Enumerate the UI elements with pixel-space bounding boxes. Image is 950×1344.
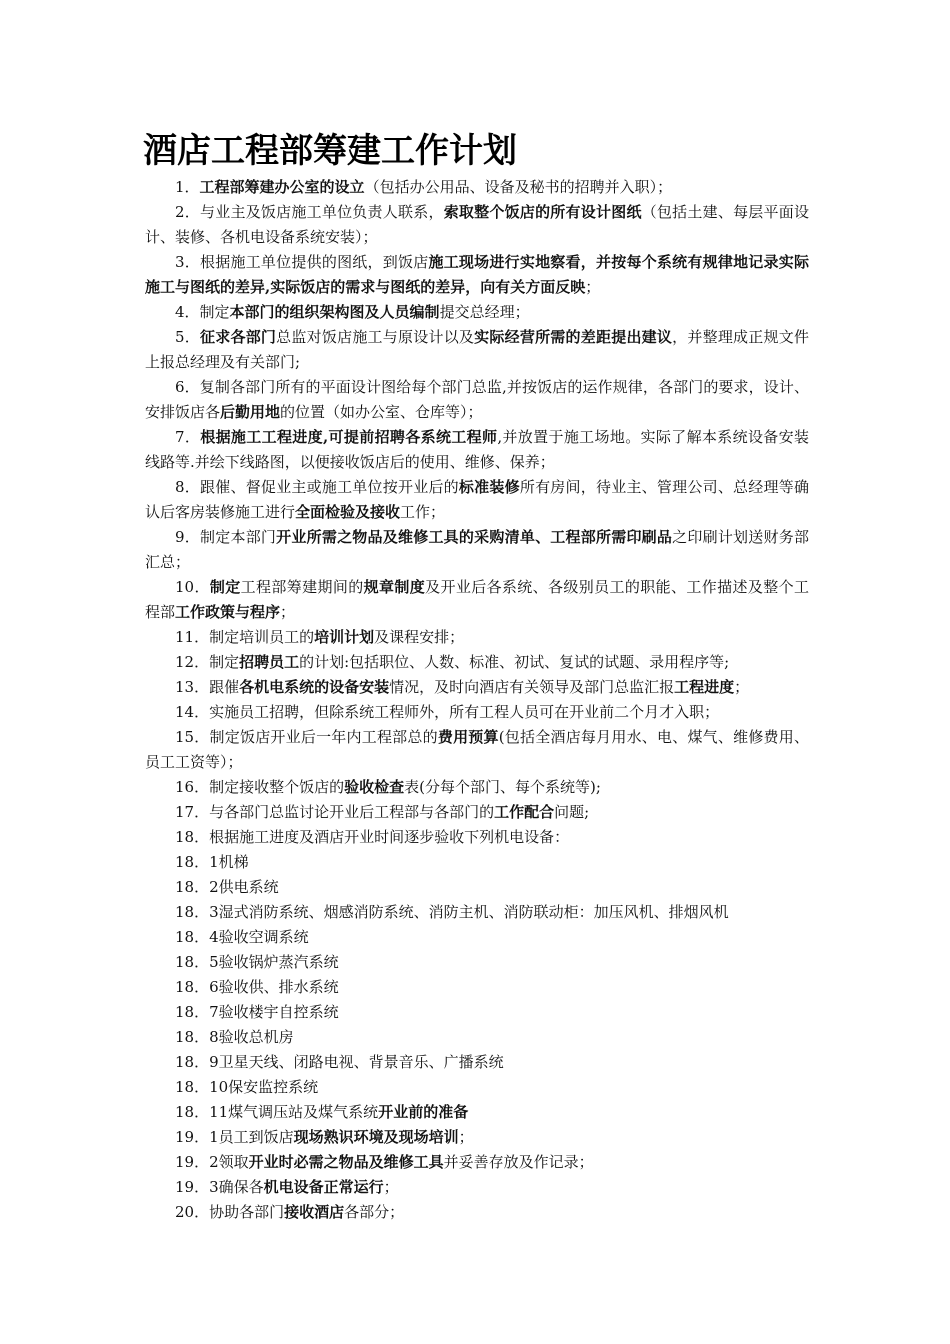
text-run: 2．与业主及饭店施工单位负责人联系， <box>175 203 444 221</box>
text-run: 19．2领取 <box>175 1153 249 1171</box>
bold-text-run: 接收酒店 <box>284 1203 345 1221</box>
bold-text-run: 各机电系统的设备安装 <box>239 678 390 696</box>
text-run: 18．8验收总机房 <box>175 1028 294 1046</box>
text-run: 8．跟催、督促业主或施工单位按开业后的 <box>175 478 459 496</box>
bold-text-run: 机电设备正常运行 <box>263 1178 384 1196</box>
paragraph <box>145 900 809 925</box>
paragraph <box>145 1175 809 1200</box>
paragraph <box>145 575 809 625</box>
text-run: 各部分； <box>344 1203 405 1221</box>
text-run: 的位置（如办公室、仓库等）； <box>280 403 483 421</box>
text-run: 18．4验收空调系统 <box>175 928 309 946</box>
paragraph <box>145 1200 809 1225</box>
bold-text-run: 标准装修 <box>458 478 520 496</box>
paragraph <box>145 675 809 700</box>
paragraph <box>145 975 809 1000</box>
text-run: ； <box>585 278 601 296</box>
text-run: 所有房间，待业主、管理公司、总经理等确认后客房装修施工进行 <box>145 478 809 521</box>
bold-text-run: 招聘员工 <box>239 653 300 671</box>
bold-text-run: 开业所需之物品及维修工具的采购清单、工程部所需印刷品 <box>276 528 673 546</box>
paragraph <box>145 925 809 950</box>
text-run: 12．制定 <box>175 653 240 671</box>
text-run: 18．11煤气调压站及煤气系统 <box>175 1103 379 1121</box>
bold-text-run: 施工现场进行实地察看，并按每个系统有规律地记录实际施工与图纸的差异,实际饭店的需求与图纸的差异，向有关方面反映 <box>145 253 809 296</box>
bold-text-run: 费用预算 <box>437 728 499 746</box>
bold-text-run: 工作配合 <box>494 803 555 821</box>
text-run: 18．5验收锅炉蒸汽系统 <box>175 953 339 971</box>
text-run: 10． <box>175 578 210 596</box>
paragraph <box>145 1075 809 1100</box>
text-run: 7． <box>175 428 201 446</box>
text-run: ，并整理成正规文件上报总经理及有关部门; <box>145 328 809 371</box>
text-run: 9．制定本部门 <box>175 528 277 546</box>
text-run: 提交总经理； <box>439 303 530 321</box>
paragraph <box>145 325 809 375</box>
paragraph <box>145 525 809 575</box>
text-run: 14．实施员工招聘，但除系统工程师外，所有工程人员可在开业前二个月才入职； <box>175 703 720 721</box>
paragraph <box>145 1000 809 1025</box>
paragraph <box>145 200 809 250</box>
bold-text-run: 验收检查 <box>344 778 405 796</box>
text-run: 18．根据施工进度及酒店开业时间逐步验收下列机电设备： <box>175 828 570 846</box>
text-run: 20．协助各部门 <box>175 1203 285 1221</box>
text-run: 3．根据施工单位提供的图纸，到饭店 <box>175 253 429 271</box>
paragraph <box>145 1050 809 1075</box>
bold-text-run: 开业前的准备 <box>378 1103 469 1121</box>
paragraph <box>145 475 809 525</box>
bold-text-run: 现场熟识环境及现场培训 <box>293 1128 459 1146</box>
text-run: 工作； <box>400 503 446 521</box>
text-run: 5． <box>175 328 201 346</box>
document-body <box>145 128 809 1225</box>
text-run: 19．1员工到饭店 <box>175 1128 294 1146</box>
paragraph <box>145 825 809 850</box>
text-run: 17．与各部门总监讨论开业后工程部与各部门的 <box>175 803 495 821</box>
text-run: （包括土建、每层平面设计、装修、各机电设备系统安装）； <box>145 203 809 246</box>
text-run: 及课程安排； <box>374 628 465 646</box>
text-run: 15．制定饭店开业后一年内工程部总的 <box>175 728 438 746</box>
paragraph <box>145 875 809 900</box>
text-run: 之印刷计划送财务部汇总； <box>145 528 809 571</box>
text-run: 18．1机梯 <box>175 853 249 871</box>
text-run: 18．7验收楼宇自控系统 <box>175 1003 339 1021</box>
paragraph <box>145 625 809 650</box>
text-run: 18．2供电系统 <box>175 878 279 896</box>
text-run: 问题; <box>554 803 590 821</box>
text-run: 18．10保安监控系统 <box>175 1078 319 1096</box>
bold-text-run: 工程部筹建办公室的设立 <box>199 178 365 196</box>
text-run: 18．9卫星天线、闭路电视、背景音乐、广播系统 <box>175 1053 504 1071</box>
bold-text-run: 规章制度 <box>363 578 426 596</box>
text-run: ； <box>280 603 296 621</box>
text-run: 18．6验收供、排水系统 <box>175 978 339 996</box>
text-run: ； <box>734 678 750 696</box>
paragraph <box>145 1100 809 1125</box>
text-run: (包括全酒店每月用水、电、煤气、维修费用、员工工资等）； <box>145 728 809 771</box>
text-run: 13．跟催 <box>175 678 240 696</box>
bold-text-run: 本部门的组织架构图及人员编制 <box>229 303 440 321</box>
text-run: ； <box>458 1128 474 1146</box>
paragraph <box>145 250 809 300</box>
paragraph-list <box>145 175 809 1225</box>
bold-text-run: 全面检验及接收 <box>295 503 401 521</box>
paragraph <box>145 1025 809 1050</box>
bold-text-run: 后勤用地 <box>220 403 281 421</box>
paragraph <box>145 850 809 875</box>
bold-text-run: 索取整个饭店的所有设计图纸 <box>443 203 642 221</box>
paragraph <box>145 725 809 775</box>
text-run: 16．制定接收整个饭店的 <box>175 778 345 796</box>
paragraph <box>145 1125 809 1150</box>
text-run: 工程部筹建期间的 <box>240 578 364 596</box>
paragraph <box>145 775 809 800</box>
bold-text-run: 制定 <box>209 578 241 596</box>
paragraph <box>145 700 809 725</box>
text-run: （包括办公用品、设备及秘书的招聘并入职）； <box>364 178 673 196</box>
text-run: ,并放置于施工场地。实际了解本系统设备安装线路等.并绘下线路图，以便接收饭店后的使用、维修、保养； <box>145 428 809 471</box>
paragraph <box>145 800 809 825</box>
bold-text-run: 工程进度 <box>674 678 735 696</box>
text-run: 4．制定 <box>175 303 230 321</box>
paragraph <box>145 1150 809 1175</box>
text-run: 19．3确保各 <box>175 1178 264 1196</box>
document-title: 酒店工程部筹建工作计划 <box>143 131 517 171</box>
text-run: 情况，及时向酒店有关领导及部门总监汇报 <box>389 678 675 696</box>
text-run: 6．复制各部门所有的平面设计图给每个部门总监,并按饭店的运作规律，各部门的要求，设计、安排饭店各 <box>145 378 809 421</box>
text-run: 表(分每个部门、每个系统等); <box>404 778 601 796</box>
bold-text-run: 培训计划 <box>314 628 375 646</box>
paragraph <box>145 650 809 675</box>
text-run: 并妥善存放及作记录； <box>443 1153 594 1171</box>
text-run: 11．制定培训员工的 <box>175 628 315 646</box>
bold-text-run: 征求各部门 <box>200 328 277 346</box>
bold-text-run: 开业时必需之物品及维修工具 <box>248 1153 444 1171</box>
paragraph <box>145 175 809 200</box>
paragraph <box>145 425 809 475</box>
bold-text-run: 实际经营所需的差距提出建议 <box>474 328 673 346</box>
paragraph <box>145 375 809 425</box>
paragraph <box>145 300 809 325</box>
text-run: 总监对饭店施工与原设计以及 <box>276 328 475 346</box>
text-run: 的计划:包括职位、人数、标准、初试、复试的试题、录用程序等; <box>299 653 730 671</box>
bold-text-run: 工作政策与程序 <box>175 603 281 621</box>
text-run: 及开业后各系统、各级别员工的职能、工作描述及整个工程部 <box>145 578 809 621</box>
text-run: ； <box>383 1178 399 1196</box>
text-run: 18．3湿式消防系统、烟感消防系统、消防主机、消防联动柜：加压风机、排烟风机 <box>175 903 729 921</box>
paragraph <box>145 950 809 975</box>
bold-text-run: 根据施工工程进度,可提前招聘各系统工程师 <box>200 428 498 446</box>
text-run: 1． <box>175 178 200 196</box>
